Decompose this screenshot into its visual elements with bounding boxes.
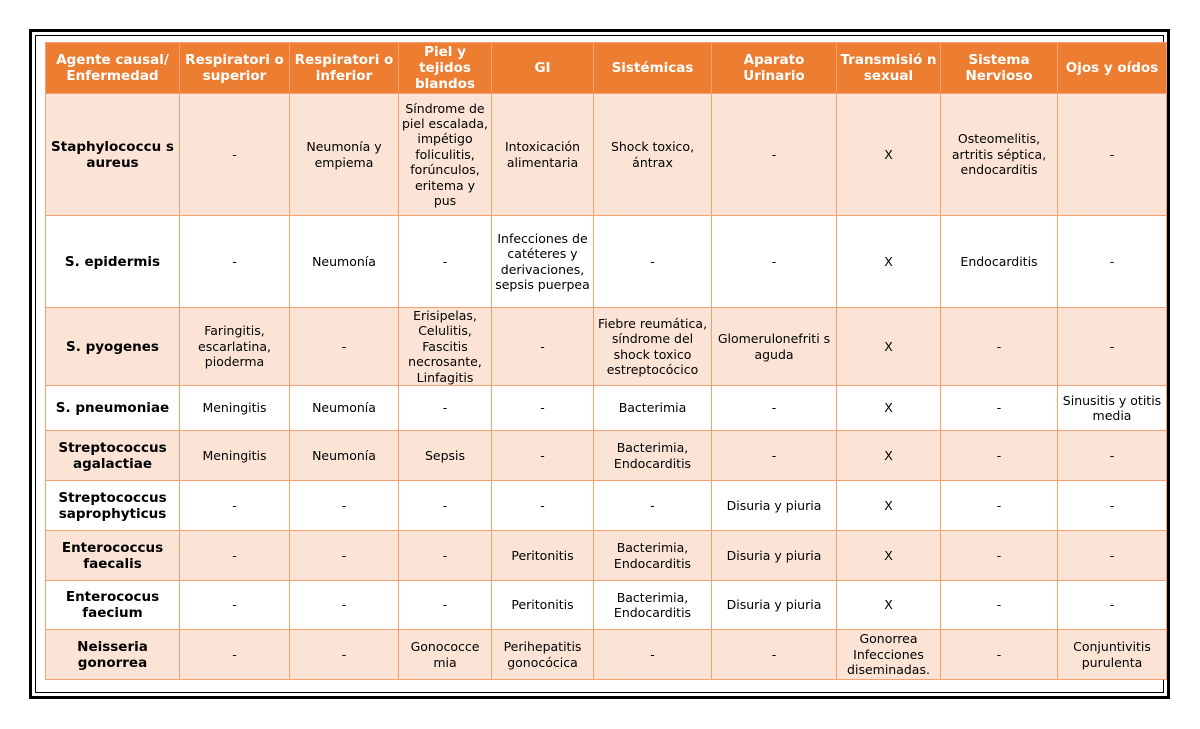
- table-cell: -: [1058, 216, 1167, 308]
- agent-name-cell: Enterococcus faecalis: [46, 531, 180, 581]
- table-cell: Disuria y piuria: [712, 581, 837, 630]
- table-cell: Conjuntivitis purulenta: [1058, 630, 1167, 680]
- table-cell: -: [712, 216, 837, 308]
- table-cell: -: [941, 581, 1058, 630]
- table-cell: Faringitis, escarlatina, pioderma: [180, 308, 290, 386]
- table-cell: Peritonitis: [492, 581, 594, 630]
- table-cell: -: [1058, 431, 1167, 481]
- table-cell: -: [492, 431, 594, 481]
- table-cell: X: [837, 216, 941, 308]
- table-cell: -: [712, 94, 837, 216]
- table-row: [46, 308, 1167, 386]
- table-cell: -: [594, 216, 712, 308]
- table-cell: Shock toxico, ántrax: [594, 94, 712, 216]
- agent-name-cell: S. pyogenes: [46, 308, 180, 386]
- header-gi: GI: [492, 43, 594, 94]
- header-eyes-ears: Ojos y oídos: [1058, 43, 1167, 94]
- table-cell: -: [1058, 94, 1167, 216]
- agent-name-cell: Streptococcus saprophyticus: [46, 481, 180, 531]
- table-cell: Sinusitis y otitis media: [1058, 386, 1167, 431]
- table-row: [46, 481, 1167, 531]
- table-cell: Síndrome de piel escalada, impétigo foliculitis, forúnculos, eritema y pus: [399, 94, 492, 216]
- agent-name-cell: S. epidermis: [46, 216, 180, 308]
- table-cell: -: [180, 481, 290, 531]
- table-row: [46, 581, 1167, 630]
- table-cell: -: [941, 308, 1058, 386]
- table-cell: -: [290, 308, 399, 386]
- table-cell: -: [399, 216, 492, 308]
- table-cell: X: [837, 308, 941, 386]
- table-cell: X: [837, 94, 941, 216]
- table-cell: Meningitis: [180, 431, 290, 481]
- table-cell: Fiebre reumática, síndrome del shock toxico estreptocócico: [594, 308, 712, 386]
- table-cell: -: [712, 630, 837, 680]
- header-agent: Agente causal/ Enfermedad: [46, 43, 180, 94]
- table-cell: -: [492, 386, 594, 431]
- table-cell: -: [290, 630, 399, 680]
- table-cell: X: [837, 386, 941, 431]
- table-cell: X: [837, 581, 941, 630]
- table-cell: -: [594, 481, 712, 531]
- header-skin: Piel y tejidos blandos: [399, 43, 492, 94]
- table-cell: -: [180, 531, 290, 581]
- table-cell: -: [941, 630, 1058, 680]
- table-row: [46, 531, 1167, 581]
- table-cell: Erisipelas, Celulitis, Fascitis necrosante, Linfagitis: [399, 308, 492, 386]
- table-cell: -: [941, 531, 1058, 581]
- table-cell: -: [1058, 531, 1167, 581]
- agent-name-cell: Streptococcus agalactiae: [46, 431, 180, 481]
- table-cell: Infecciones de catéteres y derivaciones, sepsis puerpea: [492, 216, 594, 308]
- table-row: [46, 630, 1167, 680]
- table-cell: Bacterimia: [594, 386, 712, 431]
- page-frame: [29, 29, 1170, 699]
- table-cell: -: [399, 481, 492, 531]
- table-cell: Perihepatitis gonocócica: [492, 630, 594, 680]
- table-row: [46, 94, 1167, 216]
- header-nervous: Sistema Nervioso: [941, 43, 1058, 94]
- table-cell: -: [1058, 581, 1167, 630]
- table-cell: Gonococce mia: [399, 630, 492, 680]
- table-cell: Neumonía: [290, 431, 399, 481]
- table-row: [46, 386, 1167, 431]
- table-cell: -: [290, 531, 399, 581]
- table-cell: X: [837, 531, 941, 581]
- table-cell: -: [399, 531, 492, 581]
- table-cell: Gonorrea Infecciones diseminadas.: [837, 630, 941, 680]
- table-cell: Glomerulonefriti s aguda: [712, 308, 837, 386]
- agent-name-cell: Staphylococcu s aureus: [46, 94, 180, 216]
- header-urinary: Aparato Urinario: [712, 43, 837, 94]
- table-cell: -: [1058, 308, 1167, 386]
- header-resp-inferior: Respiratori o inferior: [290, 43, 399, 94]
- table-cell: -: [941, 481, 1058, 531]
- table-cell: Sepsis: [399, 431, 492, 481]
- table-cell: -: [941, 431, 1058, 481]
- header-row: [46, 43, 1167, 94]
- table-cell: -: [492, 308, 594, 386]
- header-systemic: Sistémicas: [594, 43, 712, 94]
- table-cell: Osteomelitis, artritis séptica, endocarditis: [941, 94, 1058, 216]
- table-cell: -: [180, 94, 290, 216]
- table-cell: -: [712, 431, 837, 481]
- agent-name-cell: Enterococus faecium: [46, 581, 180, 630]
- infections-table: [45, 42, 1167, 680]
- table-row: [46, 431, 1167, 481]
- table-row: [46, 216, 1167, 308]
- header-resp-superior: Respiratori o superior: [180, 43, 290, 94]
- table-cell: Neumonía: [290, 386, 399, 431]
- table-cell: -: [290, 581, 399, 630]
- table-cell: -: [712, 386, 837, 431]
- table-cell: Disuria y piuria: [712, 531, 837, 581]
- table-cell: -: [1058, 481, 1167, 531]
- table-cell: Neumonía y empiema: [290, 94, 399, 216]
- table-cell: -: [594, 630, 712, 680]
- table-cell: -: [180, 630, 290, 680]
- table-cell: -: [492, 481, 594, 531]
- table-cell: Peritonitis: [492, 531, 594, 581]
- table-cell: -: [941, 386, 1058, 431]
- table-cell: X: [837, 481, 941, 531]
- table-cell: -: [180, 581, 290, 630]
- agent-name-cell: Neisseria gonorrea: [46, 630, 180, 680]
- table-cell: Bacterimia, Endocarditis: [594, 531, 712, 581]
- header-sexual: Transmisió n sexual: [837, 43, 941, 94]
- table-cell: Bacterimia, Endocarditis: [594, 581, 712, 630]
- table-cell: Meningitis: [180, 386, 290, 431]
- table-cell: Intoxicación alimentaria: [492, 94, 594, 216]
- table-cell: -: [399, 386, 492, 431]
- table-cell: X: [837, 431, 941, 481]
- table-cell: Endocarditis: [941, 216, 1058, 308]
- table-cell: -: [290, 481, 399, 531]
- table-cell: -: [399, 581, 492, 630]
- agent-name-cell: S. pneumoniae: [46, 386, 180, 431]
- table-cell: Bacterimia, Endocarditis: [594, 431, 712, 481]
- table-cell: -: [180, 216, 290, 308]
- table-cell: Disuria y piuria: [712, 481, 837, 531]
- table-cell: Neumonía: [290, 216, 399, 308]
